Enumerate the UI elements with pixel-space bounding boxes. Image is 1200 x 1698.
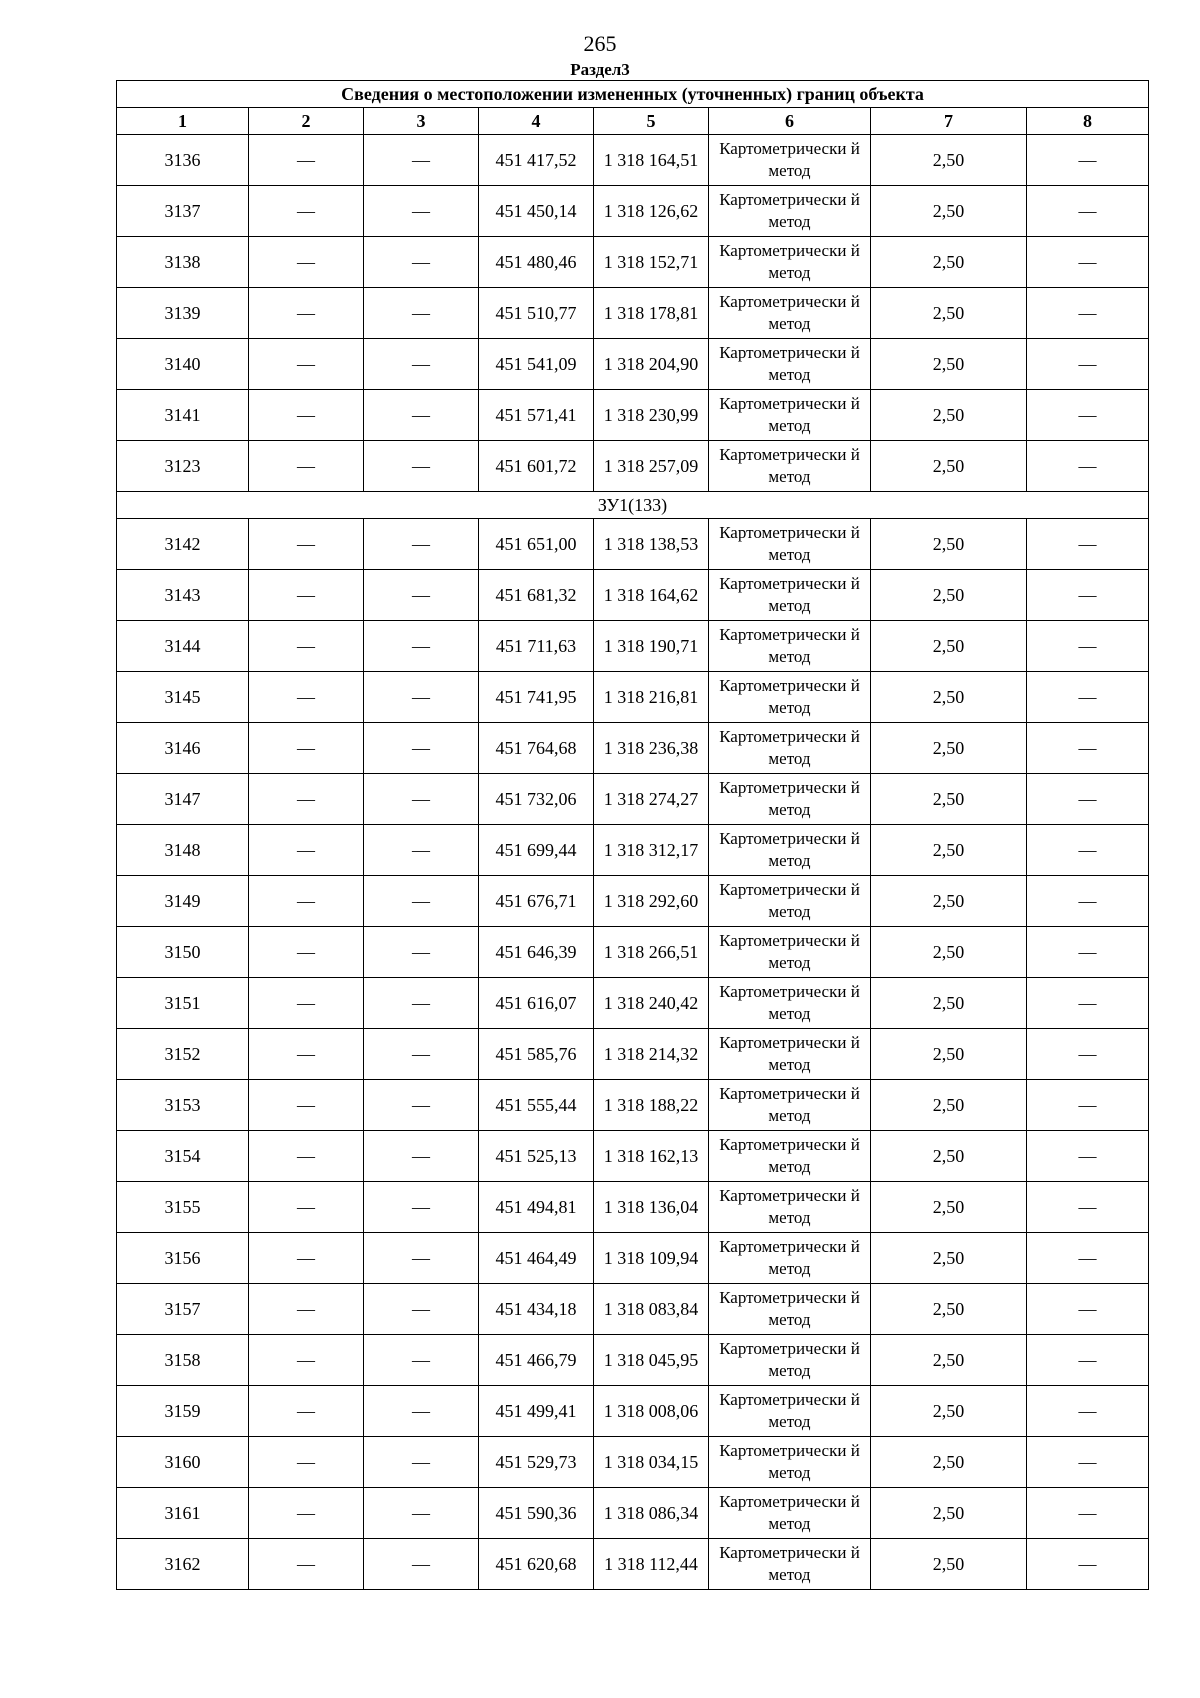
point-number-cell: 3156 bbox=[117, 1233, 249, 1284]
table-caption-row bbox=[117, 81, 1149, 108]
column-2-cell: — bbox=[249, 1080, 364, 1131]
table-row bbox=[117, 519, 1149, 570]
method-cell: Картометрически й метод bbox=[709, 621, 871, 672]
column-header-1: 1 bbox=[117, 108, 249, 135]
column-8-cell: — bbox=[1027, 390, 1149, 441]
column-2-cell: — bbox=[249, 876, 364, 927]
column-header-8: 8 bbox=[1027, 108, 1149, 135]
column-8-cell: — bbox=[1027, 1488, 1149, 1539]
table-caption: Сведения о местоположении измененных (уточненных) границ объекта bbox=[117, 81, 1149, 108]
y-coordinate-cell: 1 318 292,60 bbox=[594, 876, 709, 927]
table-row bbox=[117, 1335, 1149, 1386]
accuracy-cell: 2,50 bbox=[871, 390, 1027, 441]
column-3-cell: — bbox=[364, 876, 479, 927]
y-coordinate-cell: 1 318 230,99 bbox=[594, 390, 709, 441]
accuracy-cell: 2,50 bbox=[871, 186, 1027, 237]
accuracy-cell: 2,50 bbox=[871, 876, 1027, 927]
column-2-cell: — bbox=[249, 237, 364, 288]
table-row bbox=[117, 1437, 1149, 1488]
column-8-cell: — bbox=[1027, 927, 1149, 978]
column-8-cell: — bbox=[1027, 1386, 1149, 1437]
column-3-cell: — bbox=[364, 1335, 479, 1386]
page-number: 265 bbox=[583, 31, 617, 56]
point-number-cell: 3159 bbox=[117, 1386, 249, 1437]
accuracy-cell: 2,50 bbox=[871, 978, 1027, 1029]
x-coordinate-cell: 451 525,13 bbox=[479, 1131, 594, 1182]
point-number-cell: 3155 bbox=[117, 1182, 249, 1233]
method-cell: Картометрически й метод bbox=[709, 927, 871, 978]
table-row bbox=[117, 390, 1149, 441]
column-8-cell: — bbox=[1027, 339, 1149, 390]
column-3-cell: — bbox=[364, 1284, 479, 1335]
table-row bbox=[117, 339, 1149, 390]
method-cell: Картометрически й метод bbox=[709, 186, 871, 237]
column-3-cell: — bbox=[364, 519, 479, 570]
column-3-cell: — bbox=[364, 825, 479, 876]
table-row bbox=[117, 1182, 1149, 1233]
method-cell: Картометрически й метод bbox=[709, 723, 871, 774]
y-coordinate-cell: 1 318 214,32 bbox=[594, 1029, 709, 1080]
table-row bbox=[117, 1233, 1149, 1284]
column-2-cell: — bbox=[249, 1029, 364, 1080]
column-8-cell: — bbox=[1027, 1080, 1149, 1131]
column-3-cell: — bbox=[364, 774, 479, 825]
method-cell: Картометрически й метод bbox=[709, 339, 871, 390]
method-cell: Картометрически й метод bbox=[709, 390, 871, 441]
method-cell: Картометрически й метод bbox=[709, 1539, 871, 1590]
accuracy-cell: 2,50 bbox=[871, 1182, 1027, 1233]
column-2-cell: — bbox=[249, 339, 364, 390]
table-row bbox=[117, 1029, 1149, 1080]
accuracy-cell: 2,50 bbox=[871, 570, 1027, 621]
point-number-cell: 3154 bbox=[117, 1131, 249, 1182]
column-header-2: 2 bbox=[249, 108, 364, 135]
accuracy-cell: 2,50 bbox=[871, 1284, 1027, 1335]
x-coordinate-cell: 451 417,52 bbox=[479, 135, 594, 186]
accuracy-cell: 2,50 bbox=[871, 1131, 1027, 1182]
method-cell: Картометрически й метод bbox=[709, 1131, 871, 1182]
x-coordinate-cell: 451 711,63 bbox=[479, 621, 594, 672]
x-coordinate-cell: 451 676,71 bbox=[479, 876, 594, 927]
column-2-cell: — bbox=[249, 1131, 364, 1182]
point-number-cell: 3151 bbox=[117, 978, 249, 1029]
column-header-5: 5 bbox=[594, 108, 709, 135]
table-row bbox=[117, 1080, 1149, 1131]
method-cell: Картометрически й метод bbox=[709, 1080, 871, 1131]
accuracy-cell: 2,50 bbox=[871, 1437, 1027, 1488]
column-8-cell: — bbox=[1027, 186, 1149, 237]
column-2-cell: — bbox=[249, 1233, 364, 1284]
y-coordinate-cell: 1 318 312,17 bbox=[594, 825, 709, 876]
accuracy-cell: 2,50 bbox=[871, 774, 1027, 825]
y-coordinate-cell: 1 318 164,62 bbox=[594, 570, 709, 621]
point-number-cell: 3160 bbox=[117, 1437, 249, 1488]
y-coordinate-cell: 1 318 045,95 bbox=[594, 1335, 709, 1386]
method-cell: Картометрически й метод bbox=[709, 519, 871, 570]
accuracy-cell: 2,50 bbox=[871, 825, 1027, 876]
y-coordinate-cell: 1 318 257,09 bbox=[594, 441, 709, 492]
column-3-cell: — bbox=[364, 1029, 479, 1080]
table-row bbox=[117, 774, 1149, 825]
column-8-cell: — bbox=[1027, 876, 1149, 927]
column-8-cell: — bbox=[1027, 1131, 1149, 1182]
group-label: ЗУ1(133) bbox=[117, 492, 1149, 519]
column-2-cell: — bbox=[249, 1539, 364, 1590]
column-8-cell: — bbox=[1027, 1233, 1149, 1284]
x-coordinate-cell: 451 620,68 bbox=[479, 1539, 594, 1590]
x-coordinate-cell: 451 494,81 bbox=[479, 1182, 594, 1233]
method-cell: Картометрически й метод bbox=[709, 774, 871, 825]
column-3-cell: — bbox=[364, 441, 479, 492]
point-number-cell: 3150 bbox=[117, 927, 249, 978]
x-coordinate-cell: 451 732,06 bbox=[479, 774, 594, 825]
point-number-cell: 3146 bbox=[117, 723, 249, 774]
method-cell: Картометрически й метод bbox=[709, 1386, 871, 1437]
column-3-cell: — bbox=[364, 1437, 479, 1488]
method-cell: Картометрически й метод bbox=[709, 672, 871, 723]
y-coordinate-cell: 1 318 152,71 bbox=[594, 237, 709, 288]
point-number-cell: 3140 bbox=[117, 339, 249, 390]
accuracy-cell: 2,50 bbox=[871, 135, 1027, 186]
x-coordinate-cell: 451 464,49 bbox=[479, 1233, 594, 1284]
point-number-cell: 3136 bbox=[117, 135, 249, 186]
x-coordinate-cell: 451 741,95 bbox=[479, 672, 594, 723]
table-row bbox=[117, 1284, 1149, 1335]
x-coordinate-cell: 451 616,07 bbox=[479, 978, 594, 1029]
point-number-cell: 3153 bbox=[117, 1080, 249, 1131]
method-cell: Картометрически й метод bbox=[709, 978, 871, 1029]
y-coordinate-cell: 1 318 204,90 bbox=[594, 339, 709, 390]
method-cell: Картометрически й метод bbox=[709, 288, 871, 339]
x-coordinate-cell: 451 510,77 bbox=[479, 288, 594, 339]
column-3-cell: — bbox=[364, 570, 479, 621]
y-coordinate-cell: 1 318 188,22 bbox=[594, 1080, 709, 1131]
x-coordinate-cell: 451 499,41 bbox=[479, 1386, 594, 1437]
accuracy-cell: 2,50 bbox=[871, 723, 1027, 774]
table-row bbox=[117, 186, 1149, 237]
x-coordinate-cell: 451 466,79 bbox=[479, 1335, 594, 1386]
accuracy-cell: 2,50 bbox=[871, 237, 1027, 288]
accuracy-cell: 2,50 bbox=[871, 621, 1027, 672]
column-2-cell: — bbox=[249, 978, 364, 1029]
column-3-cell: — bbox=[364, 288, 479, 339]
table-row bbox=[117, 1488, 1149, 1539]
accuracy-cell: 2,50 bbox=[871, 339, 1027, 390]
column-header-4: 4 bbox=[479, 108, 594, 135]
y-coordinate-cell: 1 318 126,62 bbox=[594, 186, 709, 237]
column-8-cell: — bbox=[1027, 441, 1149, 492]
y-coordinate-cell: 1 318 034,15 bbox=[594, 1437, 709, 1488]
point-number-cell: 3123 bbox=[117, 441, 249, 492]
x-coordinate-cell: 451 699,44 bbox=[479, 825, 594, 876]
accuracy-cell: 2,50 bbox=[871, 441, 1027, 492]
x-coordinate-cell: 451 434,18 bbox=[479, 1284, 594, 1335]
table-row bbox=[117, 237, 1149, 288]
point-number-cell: 3157 bbox=[117, 1284, 249, 1335]
table-row bbox=[117, 570, 1149, 621]
column-2-cell: — bbox=[249, 135, 364, 186]
point-number-cell: 3138 bbox=[117, 237, 249, 288]
column-3-cell: — bbox=[364, 672, 479, 723]
column-8-cell: — bbox=[1027, 1182, 1149, 1233]
method-cell: Картометрически й метод bbox=[709, 825, 871, 876]
point-number-cell: 3152 bbox=[117, 1029, 249, 1080]
group-row bbox=[117, 492, 1149, 519]
y-coordinate-cell: 1 318 109,94 bbox=[594, 1233, 709, 1284]
y-coordinate-cell: 1 318 236,38 bbox=[594, 723, 709, 774]
y-coordinate-cell: 1 318 190,71 bbox=[594, 621, 709, 672]
column-2-cell: — bbox=[249, 1335, 364, 1386]
column-2-cell: — bbox=[249, 672, 364, 723]
point-number-cell: 3149 bbox=[117, 876, 249, 927]
method-cell: Картометрически й метод bbox=[709, 135, 871, 186]
table-row bbox=[117, 978, 1149, 1029]
point-number-cell: 3144 bbox=[117, 621, 249, 672]
column-8-cell: — bbox=[1027, 570, 1149, 621]
method-cell: Картометрически й метод bbox=[709, 1335, 871, 1386]
accuracy-cell: 2,50 bbox=[871, 1029, 1027, 1080]
column-3-cell: — bbox=[364, 1080, 479, 1131]
y-coordinate-cell: 1 318 086,34 bbox=[594, 1488, 709, 1539]
point-number-cell: 3147 bbox=[117, 774, 249, 825]
table-row bbox=[117, 135, 1149, 186]
column-3-cell: — bbox=[364, 1386, 479, 1437]
column-8-cell: — bbox=[1027, 135, 1149, 186]
column-2-cell: — bbox=[249, 186, 364, 237]
column-3-cell: — bbox=[364, 135, 479, 186]
accuracy-cell: 2,50 bbox=[871, 1335, 1027, 1386]
column-2-cell: — bbox=[249, 774, 364, 825]
accuracy-cell: 2,50 bbox=[871, 1488, 1027, 1539]
column-8-cell: — bbox=[1027, 978, 1149, 1029]
column-8-cell: — bbox=[1027, 1284, 1149, 1335]
column-3-cell: — bbox=[364, 186, 479, 237]
x-coordinate-cell: 451 585,76 bbox=[479, 1029, 594, 1080]
section-title: Раздел3 bbox=[570, 60, 630, 79]
y-coordinate-cell: 1 318 136,04 bbox=[594, 1182, 709, 1233]
method-cell: Картометрически й метод bbox=[709, 1182, 871, 1233]
column-header-3: 3 bbox=[364, 108, 479, 135]
x-coordinate-cell: 451 681,32 bbox=[479, 570, 594, 621]
column-2-cell: — bbox=[249, 390, 364, 441]
column-8-cell: — bbox=[1027, 237, 1149, 288]
method-cell: Картометрически й метод bbox=[709, 570, 871, 621]
point-number-cell: 3161 bbox=[117, 1488, 249, 1539]
column-2-cell: — bbox=[249, 441, 364, 492]
point-number-cell: 3142 bbox=[117, 519, 249, 570]
column-3-cell: — bbox=[364, 1233, 479, 1284]
y-coordinate-cell: 1 318 266,51 bbox=[594, 927, 709, 978]
column-3-cell: — bbox=[364, 927, 479, 978]
point-number-cell: 3141 bbox=[117, 390, 249, 441]
column-3-cell: — bbox=[364, 237, 479, 288]
y-coordinate-cell: 1 318 178,81 bbox=[594, 288, 709, 339]
y-coordinate-cell: 1 318 083,84 bbox=[594, 1284, 709, 1335]
accuracy-cell: 2,50 bbox=[871, 519, 1027, 570]
table-row bbox=[117, 672, 1149, 723]
accuracy-cell: 2,50 bbox=[871, 288, 1027, 339]
column-3-cell: — bbox=[364, 1182, 479, 1233]
method-cell: Картометрически й метод bbox=[709, 876, 871, 927]
x-coordinate-cell: 451 480,46 bbox=[479, 237, 594, 288]
x-coordinate-cell: 451 764,68 bbox=[479, 723, 594, 774]
coordinates-table bbox=[116, 80, 1149, 1590]
column-header-row bbox=[117, 108, 1149, 135]
column-2-cell: — bbox=[249, 570, 364, 621]
column-8-cell: — bbox=[1027, 621, 1149, 672]
table-body bbox=[117, 135, 1149, 1590]
column-8-cell: — bbox=[1027, 723, 1149, 774]
accuracy-cell: 2,50 bbox=[871, 1233, 1027, 1284]
method-cell: Картометрически й метод bbox=[709, 441, 871, 492]
column-3-cell: — bbox=[364, 723, 479, 774]
column-3-cell: — bbox=[364, 978, 479, 1029]
column-2-cell: — bbox=[249, 1488, 364, 1539]
method-cell: Картометрически й метод bbox=[709, 1029, 871, 1080]
column-8-cell: — bbox=[1027, 1029, 1149, 1080]
column-3-cell: — bbox=[364, 1539, 479, 1590]
table-row bbox=[117, 288, 1149, 339]
table-row bbox=[117, 441, 1149, 492]
point-number-cell: 3148 bbox=[117, 825, 249, 876]
y-coordinate-cell: 1 318 112,44 bbox=[594, 1539, 709, 1590]
y-coordinate-cell: 1 318 240,42 bbox=[594, 978, 709, 1029]
accuracy-cell: 2,50 bbox=[871, 1539, 1027, 1590]
table-row bbox=[117, 825, 1149, 876]
table-row bbox=[117, 1539, 1149, 1590]
x-coordinate-cell: 451 450,14 bbox=[479, 186, 594, 237]
method-cell: Картометрически й метод bbox=[709, 1284, 871, 1335]
column-2-cell: — bbox=[249, 1284, 364, 1335]
y-coordinate-cell: 1 318 162,13 bbox=[594, 1131, 709, 1182]
point-number-cell: 3145 bbox=[117, 672, 249, 723]
point-number-cell: 3162 bbox=[117, 1539, 249, 1590]
x-coordinate-cell: 451 601,72 bbox=[479, 441, 594, 492]
column-3-cell: — bbox=[364, 1131, 479, 1182]
column-8-cell: — bbox=[1027, 774, 1149, 825]
column-3-cell: — bbox=[364, 1488, 479, 1539]
column-2-cell: — bbox=[249, 1386, 364, 1437]
method-cell: Картометрически й метод bbox=[709, 237, 871, 288]
x-coordinate-cell: 451 541,09 bbox=[479, 339, 594, 390]
column-8-cell: — bbox=[1027, 672, 1149, 723]
column-2-cell: — bbox=[249, 288, 364, 339]
accuracy-cell: 2,50 bbox=[871, 1080, 1027, 1131]
point-number-cell: 3158 bbox=[117, 1335, 249, 1386]
accuracy-cell: 2,50 bbox=[871, 927, 1027, 978]
method-cell: Картометрически й метод bbox=[709, 1233, 871, 1284]
column-8-cell: — bbox=[1027, 1335, 1149, 1386]
table-row bbox=[117, 876, 1149, 927]
column-2-cell: — bbox=[249, 927, 364, 978]
accuracy-cell: 2,50 bbox=[871, 1386, 1027, 1437]
column-2-cell: — bbox=[249, 1182, 364, 1233]
y-coordinate-cell: 1 318 216,81 bbox=[594, 672, 709, 723]
column-8-cell: — bbox=[1027, 1539, 1149, 1590]
table-row bbox=[117, 621, 1149, 672]
column-3-cell: — bbox=[364, 339, 479, 390]
column-8-cell: — bbox=[1027, 288, 1149, 339]
point-number-cell: 3137 bbox=[117, 186, 249, 237]
x-coordinate-cell: 451 571,41 bbox=[479, 390, 594, 441]
y-coordinate-cell: 1 318 164,51 bbox=[594, 135, 709, 186]
column-2-cell: — bbox=[249, 519, 364, 570]
x-coordinate-cell: 451 590,36 bbox=[479, 1488, 594, 1539]
accuracy-cell: 2,50 bbox=[871, 672, 1027, 723]
x-coordinate-cell: 451 651,00 bbox=[479, 519, 594, 570]
column-3-cell: — bbox=[364, 390, 479, 441]
column-2-cell: — bbox=[249, 723, 364, 774]
column-8-cell: — bbox=[1027, 1437, 1149, 1488]
column-header-7: 7 bbox=[871, 108, 1027, 135]
column-2-cell: — bbox=[249, 825, 364, 876]
table-row bbox=[117, 723, 1149, 774]
column-2-cell: — bbox=[249, 1437, 364, 1488]
x-coordinate-cell: 451 529,73 bbox=[479, 1437, 594, 1488]
table-row bbox=[117, 1386, 1149, 1437]
y-coordinate-cell: 1 318 008,06 bbox=[594, 1386, 709, 1437]
x-coordinate-cell: 451 555,44 bbox=[479, 1080, 594, 1131]
column-8-cell: — bbox=[1027, 519, 1149, 570]
column-header-6: 6 bbox=[709, 108, 871, 135]
x-coordinate-cell: 451 646,39 bbox=[479, 927, 594, 978]
column-2-cell: — bbox=[249, 621, 364, 672]
y-coordinate-cell: 1 318 138,53 bbox=[594, 519, 709, 570]
method-cell: Картометрически й метод bbox=[709, 1437, 871, 1488]
table-row bbox=[117, 927, 1149, 978]
table-row bbox=[117, 1131, 1149, 1182]
point-number-cell: 3139 bbox=[117, 288, 249, 339]
y-coordinate-cell: 1 318 274,27 bbox=[594, 774, 709, 825]
point-number-cell: 3143 bbox=[117, 570, 249, 621]
column-3-cell: — bbox=[364, 621, 479, 672]
column-8-cell: — bbox=[1027, 825, 1149, 876]
method-cell: Картометрически й метод bbox=[709, 1488, 871, 1539]
